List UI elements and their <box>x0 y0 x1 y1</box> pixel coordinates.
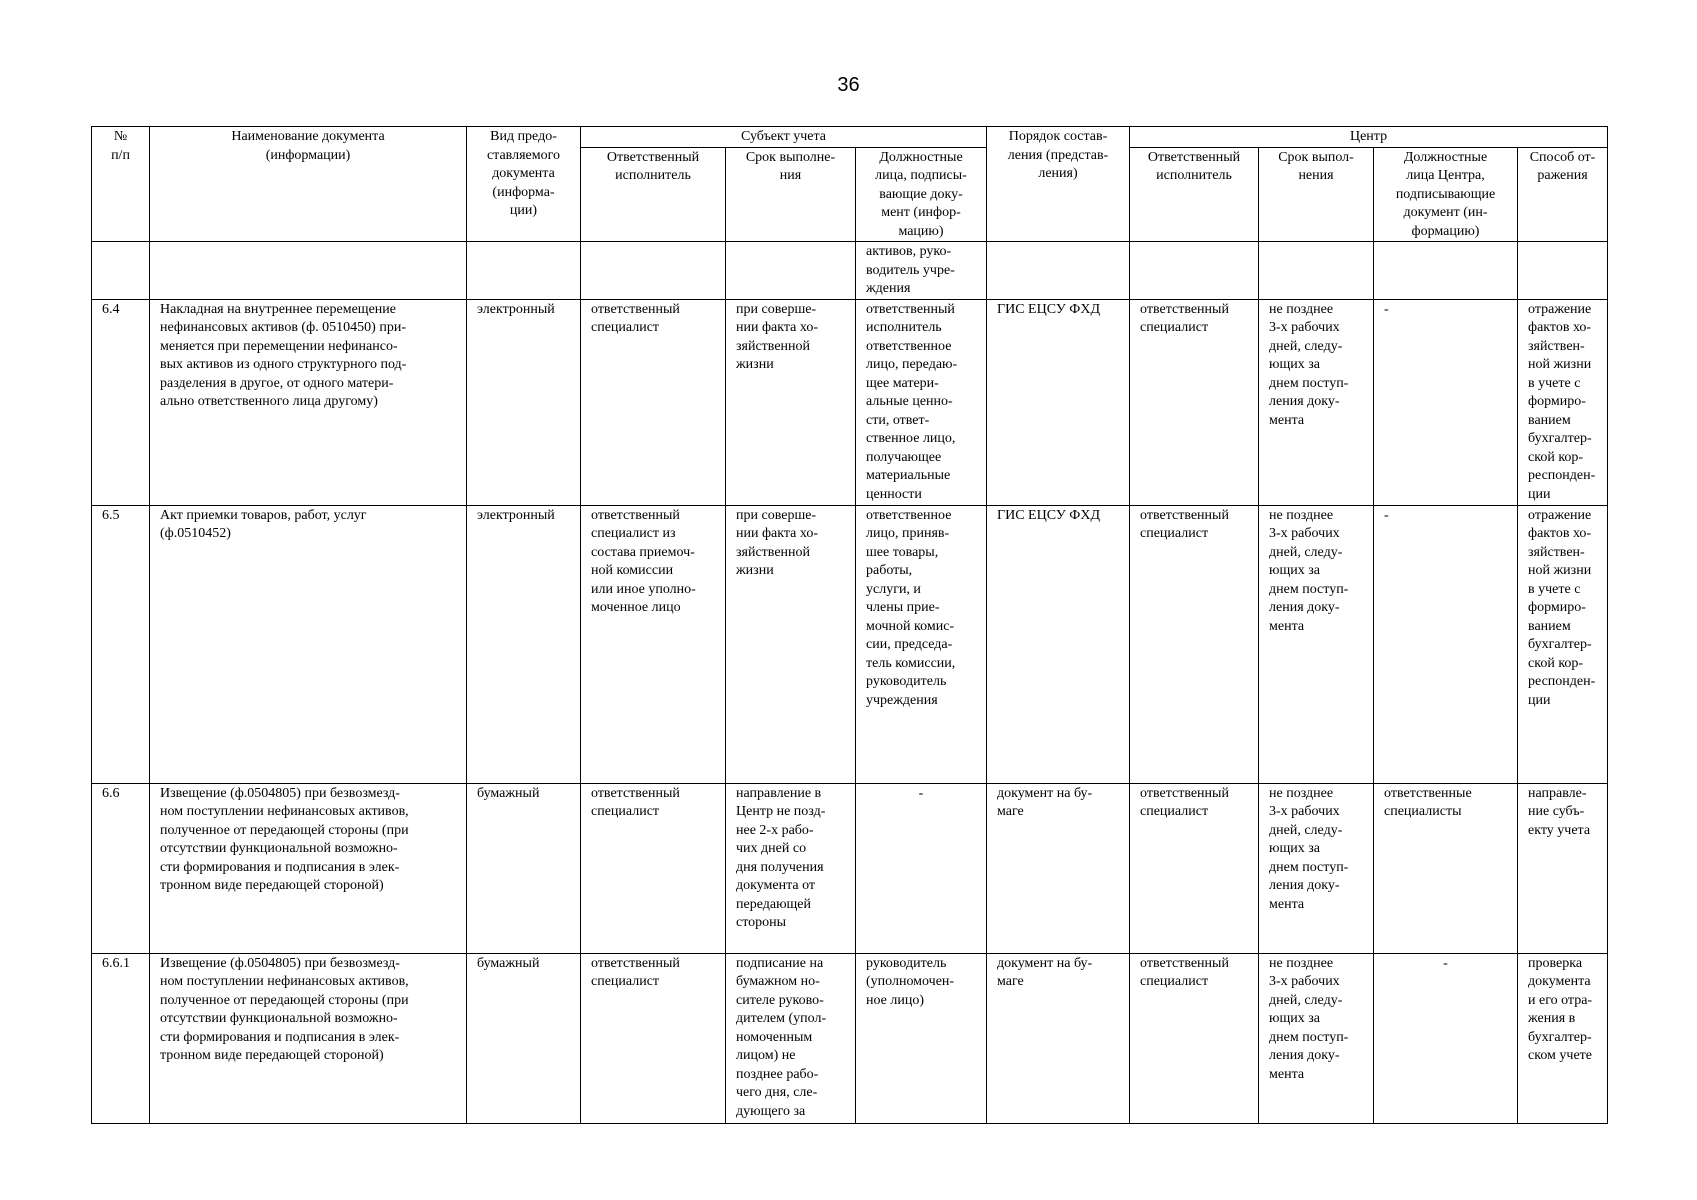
header-center-method: Способ от- ражения <box>1518 147 1608 242</box>
cell-num: 6.5 <box>92 505 150 783</box>
cell-num: 6.6 <box>92 783 150 953</box>
table-row <box>92 299 1608 505</box>
cell-center-executor <box>1130 242 1259 300</box>
table-row <box>92 953 1608 1123</box>
table-row <box>92 242 1608 300</box>
cell-center-executor: ответственный специалист <box>1130 953 1259 1123</box>
cell-signers: руководитель (уполномочен- ное лицо) <box>856 953 987 1123</box>
header-center-deadline: Срок выпол- нения <box>1259 147 1374 242</box>
cell-executor: ответственный специалист <box>581 299 726 505</box>
header-doc-name: Наименование документа (информации) <box>150 127 467 242</box>
cell-procedure: ГИС ЕЦСУ ФХД <box>987 505 1130 783</box>
cell-doc-type <box>467 242 581 300</box>
cell-center-executor: ответственный специалист <box>1130 783 1259 953</box>
cell-num <box>92 242 150 300</box>
page-number: 36 <box>837 74 860 96</box>
table-row <box>92 783 1608 953</box>
cell-center-signers: - <box>1374 953 1518 1123</box>
cell-signers: ответственное лицо, приняв- шее товары, работы, услуги, и члены прие- мочной комис- сии, председа- тель комиссии, руководитель учреждения <box>856 505 987 783</box>
cell-doc-type: электронный <box>467 299 581 505</box>
cell-procedure: документ на бу- маге <box>987 783 1130 953</box>
cell-signers: активов, руко- водитель учре- ждения <box>856 242 987 300</box>
cell-center-deadline: не позднее 3-х рабочих дней, следу- ющих за днем поступ- ления доку- мента <box>1259 299 1374 505</box>
header-subject-executor: Ответственный исполнитель <box>581 147 726 242</box>
cell-deadline: при соверше- нии факта хо- зяйственной жизни <box>726 299 856 505</box>
cell-center-method: направле- ние субъ- екту учета <box>1518 783 1608 953</box>
cell-doc-type: бумажный <box>467 783 581 953</box>
cell-doc-name: Извещение (ф.0504805) при безвозмезд- ном поступлении нефинансовых активов, полученное от передающей стороны (при отсутствии функциональной возможно- сти формирования и подписания в элек- тронном виде передающей стороной) <box>150 783 467 953</box>
header-doc-type: Вид предо- ставляемого документа (информа- ции) <box>467 127 581 242</box>
cell-center-method: проверка документа и его отра- жения в бухгалтер- ском учете <box>1518 953 1608 1123</box>
cell-deadline <box>726 242 856 300</box>
header-num: № п/п <box>92 127 150 242</box>
cell-signers: - <box>856 783 987 953</box>
cell-center-method: отражение фактов хо- зяйствен- ной жизни в учете с формиро- ванием бухгалтер- ской кор- респонден- ции <box>1518 299 1608 505</box>
cell-center-deadline <box>1259 242 1374 300</box>
cell-doc-name: Извещение (ф.0504805) при безвозмезд- ном поступлении нефинансовых активов, полученное от передающей стороны (при отсутствии функциональной возможно- сти формирования и подписания в элек- тронном виде передающей стороной) <box>150 953 467 1123</box>
cell-center-method <box>1518 242 1608 300</box>
cell-doc-name: Накладная на внутреннее перемещение нефинансовых активов (ф. 0510450) при- меняется при перемещении нефинансо- вых активов из одного структурного под- разделения в другое, от одного матери- ально ответственного лица другому) <box>150 299 467 505</box>
cell-center-deadline: не позднее 3-х рабочих дней, следу- ющих за днем поступ- ления доку- мента <box>1259 783 1374 953</box>
cell-signers: ответственный исполнитель ответственное лицо, передаю- щее матери- альные ценно- сти, ответ- ственное лицо, получающее материальные ценности <box>856 299 987 505</box>
header-subject-deadline: Срок выполне- ния <box>726 147 856 242</box>
cell-executor: ответственный специалист из состава приемоч- ной комиссии или иное уполно- моченное лицо <box>581 505 726 783</box>
cell-center-signers: - <box>1374 505 1518 783</box>
cell-executor <box>581 242 726 300</box>
cell-center-signers: - <box>1374 299 1518 505</box>
header-procedure: Порядок состав- ления (представ- ления) <box>987 127 1130 242</box>
cell-center-deadline: не позднее 3-х рабочих дней, следу- ющих за днем поступ- ления доку- мента <box>1259 953 1374 1123</box>
cell-num: 6.6.1 <box>92 953 150 1123</box>
cell-center-signers: ответственные специалисты <box>1374 783 1518 953</box>
table-row <box>92 505 1608 783</box>
header-center-executor: Ответственный исполнитель <box>1130 147 1259 242</box>
cell-center-method: отражение фактов хо- зяйствен- ной жизни в учете с формиро- ванием бухгалтер- ской кор- респонден- ции <box>1518 505 1608 783</box>
cell-doc-name <box>150 242 467 300</box>
cell-center-executor: ответственный специалист <box>1130 505 1259 783</box>
header-center-signers: Должностные лица Центра, подписывающие документ (ин- формацию) <box>1374 147 1518 242</box>
cell-num: 6.4 <box>92 299 150 505</box>
cell-procedure: документ на бу- маге <box>987 953 1130 1123</box>
cell-executor: ответственный специалист <box>581 783 726 953</box>
header-center-group: Центр <box>1130 127 1608 148</box>
cell-procedure: ГИС ЕЦСУ ФХД <box>987 299 1130 505</box>
cell-executor: ответственный специалист <box>581 953 726 1123</box>
cell-center-signers <box>1374 242 1518 300</box>
cell-doc-type: бумажный <box>467 953 581 1123</box>
cell-deadline: подписание на бумажном но- сителе руково- дителем (упол- номоченным лицом) не позднее рабо- чего дня, сле- дующего за <box>726 953 856 1123</box>
cell-center-executor: ответственный специалист <box>1130 299 1259 505</box>
cell-deadline: при соверше- нии факта хо- зяйственной жизни <box>726 505 856 783</box>
cell-deadline: направление в Центр не позд- нее 2-х рабо- чих дней со дня получения документа от передающей стороны <box>726 783 856 953</box>
cell-doc-type: электронный <box>467 505 581 783</box>
document-table <box>91 126 1608 1124</box>
header-subject-group: Субъект учета <box>581 127 987 148</box>
header-subject-signers: Должностные лица, подписы- вающие доку- мент (инфор- мацию) <box>856 147 987 242</box>
cell-procedure <box>987 242 1130 300</box>
cell-center-deadline: не позднее 3-х рабочих дней, следу- ющих за днем поступ- ления доку- мента <box>1259 505 1374 783</box>
cell-doc-name: Акт приемки товаров, работ, услуг (ф.0510452) <box>150 505 467 783</box>
